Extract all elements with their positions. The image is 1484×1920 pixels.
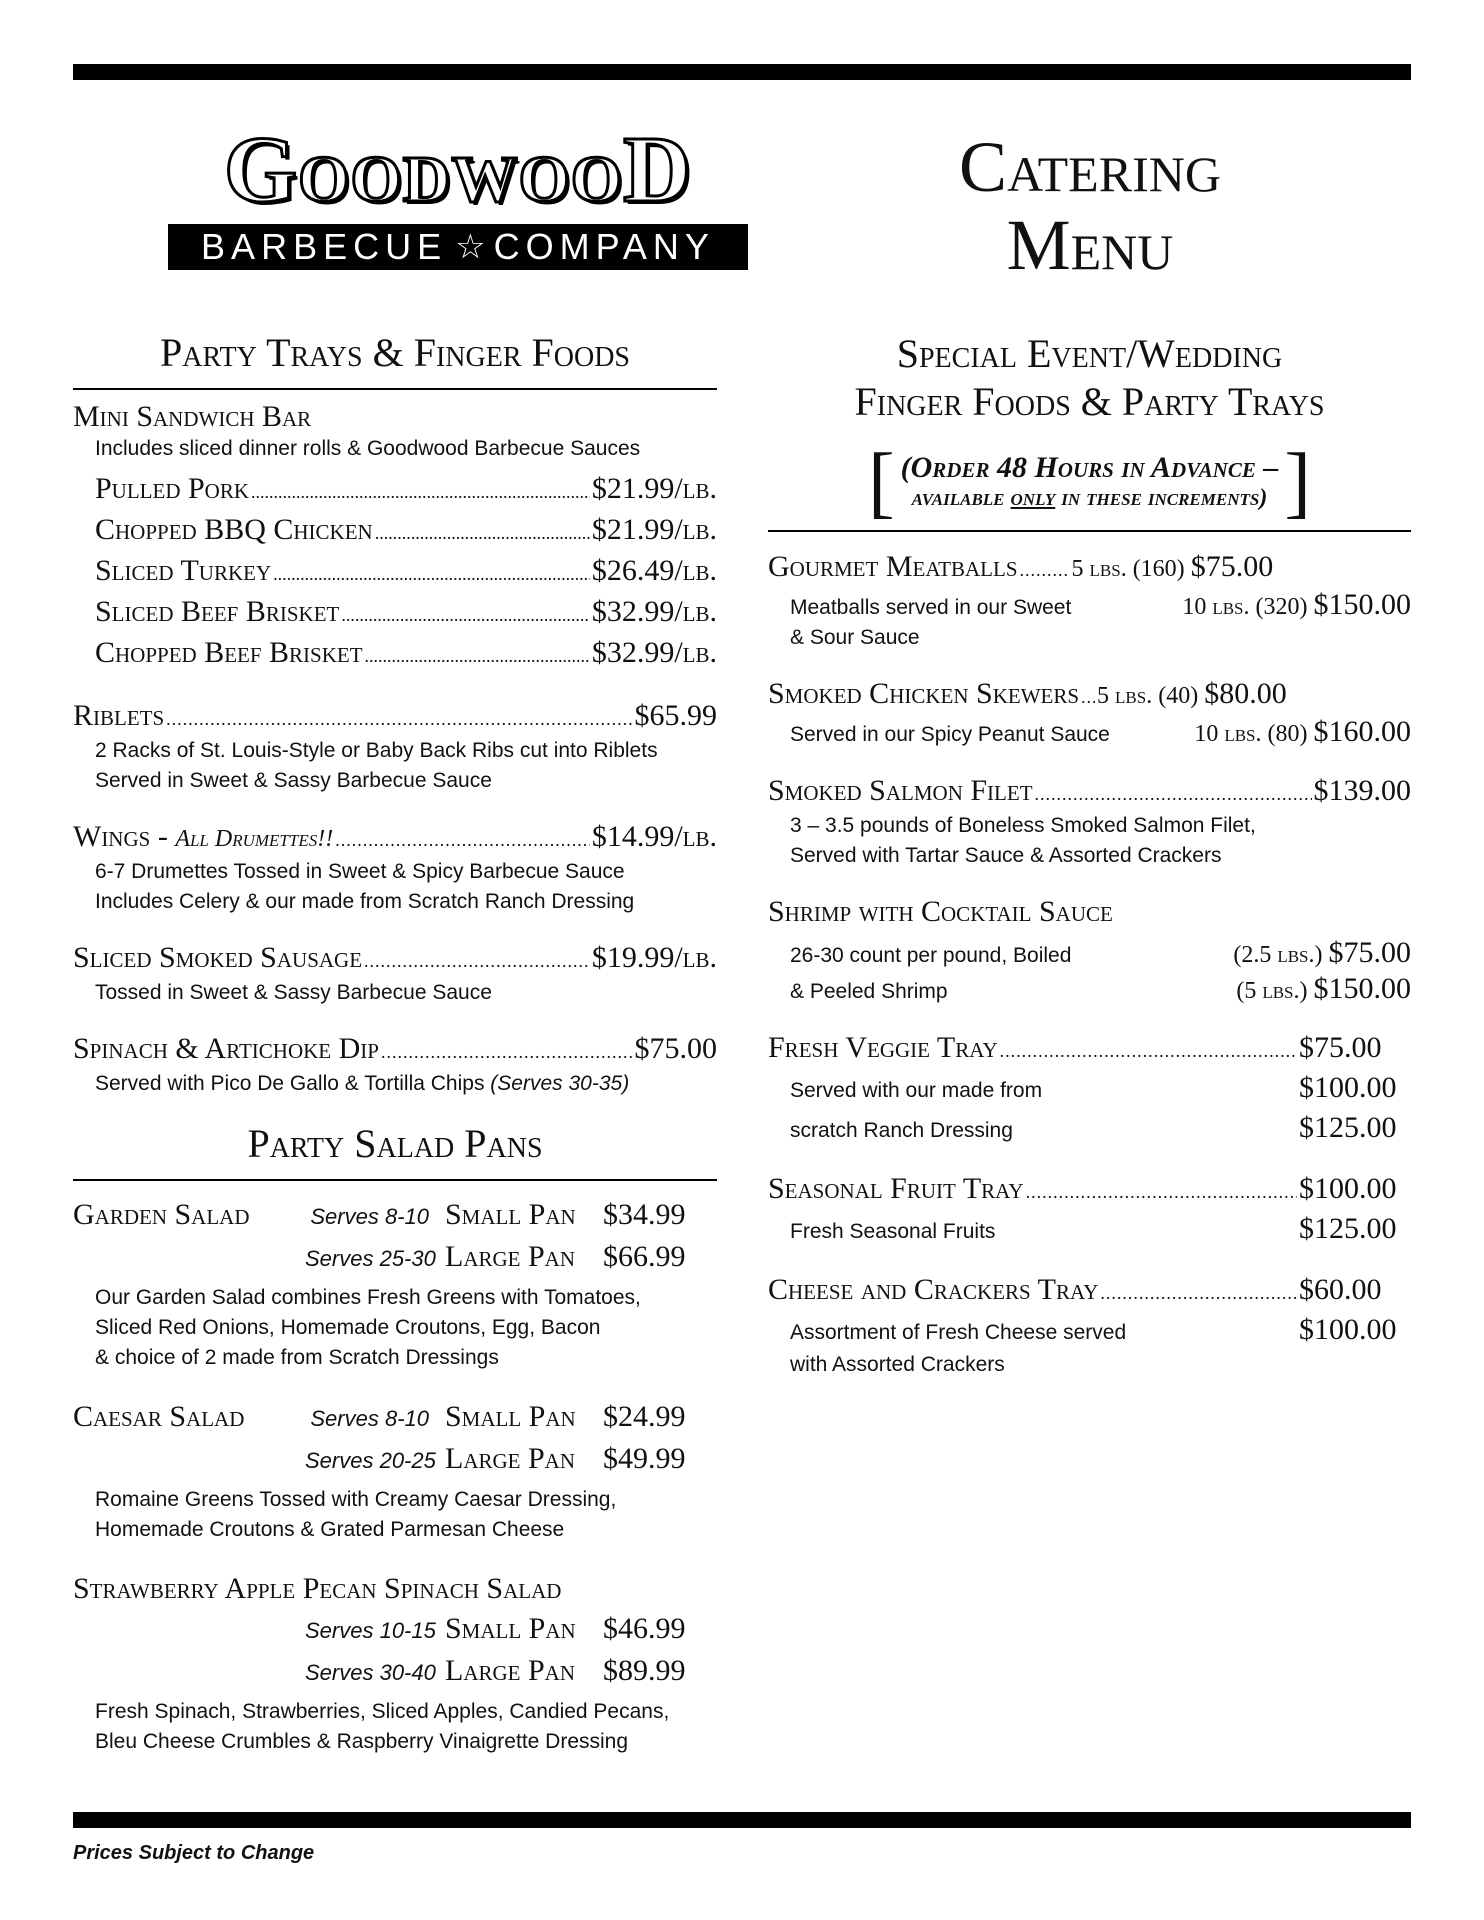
bottom-rule xyxy=(73,1812,1411,1828)
meatballs-item: Gourmet Meatballs ..... 5 lbs. (160) $75.00 xyxy=(768,550,1411,587)
shrimp-row-1: 26-30 count per pound, Boiled (2.5 lbs.) $75.00 xyxy=(790,936,1411,969)
bracket-left-icon: [ xyxy=(867,438,895,526)
cheese-desc-2: with Assorted Crackers xyxy=(790,1353,1005,1376)
dip-desc: Served with Pico De Gallo & Tortilla Chips (Serves 30-35) xyxy=(95,1072,630,1095)
logo-band-left: BARBECUE xyxy=(201,226,448,267)
garden-desc-1: Our Garden Salad combines Fresh Greens with Tomatoes, xyxy=(95,1286,641,1309)
logo-band xyxy=(168,224,748,270)
veggie-item: Fresh Veggie Tray ..... $75.00 xyxy=(768,1031,1411,1068)
riblets-desc-1: 2 Racks of St. Louis-Style or Baby Back Ribs cut into Riblets xyxy=(95,739,658,762)
caesar-salad-large: Serves 20-25 Large Pan $49.99 xyxy=(305,1442,686,1475)
menu-item: Sliced Turkey ..... $26.49/lb. xyxy=(73,552,717,593)
caesar-desc-2: Homemade Croutons & Grated Parmesan Cheese xyxy=(95,1518,565,1541)
wings-desc-1: 6-7 Drumettes Tossed in Sweet & Spicy Barbecue Sauce xyxy=(95,860,625,883)
left-column xyxy=(73,330,717,1757)
caesar-desc-1: Romaine Greens Tossed with Creamy Caesar Dressing, xyxy=(95,1488,617,1511)
mini-sandwich-desc: Includes sliced dinner rolls & Goodwood Barbecue Sauces xyxy=(95,437,641,460)
cheese-item: Cheese and Crackers Tray ..... $60.00 xyxy=(768,1273,1411,1310)
cheese-row-2: Assortment of Fresh Cheese served $100.00 xyxy=(790,1313,1397,1346)
wings-desc-2: Includes Celery & our made from Scratch Ranch Dressing xyxy=(95,890,635,913)
dip-item: Spinach & Artichoke Dip ..... $75.00 xyxy=(73,1032,717,1069)
salmon-item: Smoked Salmon Filet ..... $139.00 xyxy=(768,774,1411,811)
salmon-desc-1: 3 – 3.5 pounds of Boneless Smoked Salmon Filet, xyxy=(790,814,1256,837)
title-line-1: Catering xyxy=(959,127,1221,207)
goodwood-logo xyxy=(168,120,748,270)
title-line-2: Menu xyxy=(1006,205,1174,285)
veggie-row-3: scratch Ranch Dressing $125.00 xyxy=(790,1111,1397,1144)
fruit-item: Seasonal Fruit Tray ..... $100.00 xyxy=(768,1172,1411,1209)
right-column xyxy=(768,330,1411,1380)
strawberry-desc-2: Bleu Cheese Crumbles & Raspberry Vinaigrette Dressing xyxy=(95,1730,629,1753)
top-rule xyxy=(73,64,1411,80)
skewers-item: Smoked Chicken Skewers ..... 5 lbs. (40) $80.00 xyxy=(768,677,1411,714)
riblets-item: Riblets ..... $65.99 xyxy=(73,699,717,736)
star-icon: ☆ xyxy=(455,228,486,266)
meatballs-row-2: Meatballs served in our Sweet 10 lbs. (320) $150.00 xyxy=(790,588,1411,621)
strawberry-desc-1: Fresh Spinach, Strawberries, Sliced Apples, Candied Pecans, xyxy=(95,1700,670,1723)
strawberry-salad-small: Serves 10-15 Small Pan $46.99 xyxy=(305,1612,686,1645)
shrimp-item: Shrimp with Cocktail Sauce xyxy=(768,895,1113,928)
caesar-salad-small: Caesar Salad Serves 8-10 Small Pan $24.99 xyxy=(73,1400,686,1433)
bracket-right-icon: ] xyxy=(1284,438,1311,526)
riblets-desc-2: Served in Sweet & Sassy Barbecue Sauce xyxy=(95,769,492,792)
garden-salad-large: Serves 25-30 Large Pan $66.99 xyxy=(305,1240,686,1273)
fruit-row-2: Fresh Seasonal Fruits $125.00 xyxy=(790,1212,1397,1245)
veggie-row-2: Served with our made from $100.00 xyxy=(790,1071,1397,1104)
sausage-desc: Tossed in Sweet & Sassy Barbecue Sauce xyxy=(95,981,492,1004)
special-heading: Special Event/Wedding Finger Foods & Party Trays xyxy=(854,331,1325,424)
strawberry-salad-large: Serves 30-40 Large Pan $89.99 xyxy=(305,1654,686,1687)
meatballs-desc-2: & Sour Sauce xyxy=(790,626,920,649)
logo-wordmark: GoodwooD xyxy=(223,118,692,222)
garden-desc-2: Sliced Red Onions, Homemade Croutons, Egg, Bacon xyxy=(95,1316,601,1339)
menu-item: Sliced Beef Brisket ..... $32.99/lb. xyxy=(73,593,717,634)
salad-heading: Party Salad Pans xyxy=(73,1121,717,1181)
wings-item: Wings - All Drumettes!! ..... $14.99/lb. xyxy=(73,820,717,857)
garden-desc-3: & choice of 2 made from Scratch Dressings xyxy=(95,1346,499,1369)
strawberry-salad-name: Strawberry Apple Pecan Spinach Salad xyxy=(73,1572,562,1605)
footer-note: Prices Subject to Change xyxy=(73,1842,315,1864)
party-trays-heading: Party Trays & Finger Foods xyxy=(73,330,717,390)
menu-item: Chopped BBQ Chicken ..... $21.99/lb. xyxy=(73,511,717,552)
menu-item: Pulled Pork ..... $21.99/lb. xyxy=(73,470,717,511)
mini-sandwich-bar: Mini Sandwich Bar xyxy=(73,400,312,433)
garden-salad-small: Garden Salad Serves 8-10 Small Pan $34.99 xyxy=(73,1198,686,1231)
salmon-desc-2: Served with Tartar Sauce & Assorted Crackers xyxy=(790,844,1222,867)
advance-notice: [ (Order 48 Hours in Advance – available only in these increments) ] xyxy=(867,438,1311,526)
skewers-row-2: Served in our Spicy Peanut Sauce 10 lbs. (80) $160.00 xyxy=(790,715,1411,748)
logo-band-right: COMPANY xyxy=(493,226,715,267)
sausage-item: Sliced Smoked Sausage ..... $19.99/lb. xyxy=(73,941,717,978)
menu-item: Chopped Beef Brisket ..... $32.99/lb. xyxy=(73,634,717,675)
page-title xyxy=(830,128,1350,284)
shrimp-row-2: & Peeled Shrimp (5 lbs.) $150.00 xyxy=(790,972,1411,1005)
